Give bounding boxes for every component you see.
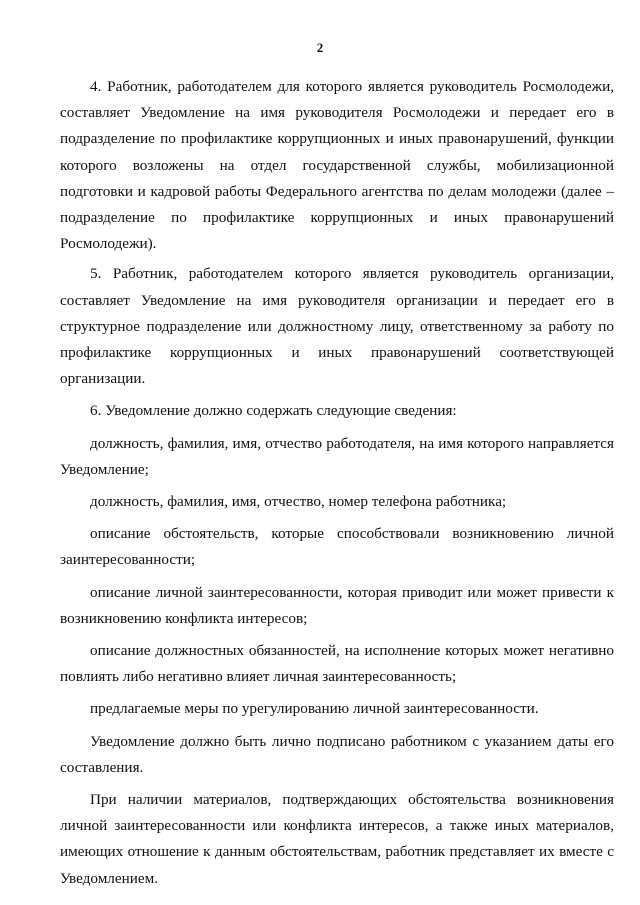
list-item-proposed-measures: предлагаемые меры по урегулированию личной заинтересованности. bbox=[90, 700, 539, 718]
document-body bbox=[60, 74, 614, 892]
page-number: 2 bbox=[316, 40, 324, 55]
list-item-circumstances: описание обстоятельств, которые способствовали возникновению личной заинтересованности; bbox=[60, 525, 614, 569]
paragraph-6: 6. Уведомление должно содержать следующие сведения: bbox=[90, 402, 457, 420]
paragraph-4: 4. Работник, работодателем для которого является руководитель Росмолодежи, составляет Уведомление на имя руководителя Росмолодежи и передает его в подразделение по профилактике коррупционных и иных правонарушений, функции которого возложены на отдел государственной службы, мобилизационной подготовки и кадровой работы Федерального агентства по делам молодежи (далее – подразделение по профилактике коррупционных и иных правонарушений Росмолодежи). bbox=[60, 78, 614, 253]
paragraph-materials: При наличии материалов, подтверждающих обстоятельства возникновения личной заинтересованности или конфликта интересов, а также иных материалов, имеющих отношение к данным обстоятельствам, работник представляет их вместе с Уведомлением. bbox=[60, 791, 614, 887]
list-item-duties: описание должностных обязанностей, на исполнение которых может негативно повлиять либо негативно влияет личная заинтересованность; bbox=[60, 642, 614, 686]
list-item-employer-details: должность, фамилия, имя, отчество работодателя, на имя которого направляется Уведомление; bbox=[60, 434, 614, 478]
list-item-employee-details: должность, фамилия, имя, отчество, номер телефона работника; bbox=[90, 493, 507, 511]
list-item-personal-interest: описание личной заинтересованности, которая приводит или может привести к возникновению конфликта интересов; bbox=[60, 583, 614, 627]
paragraph-signature: Уведомление должно быть лично подписано работником с указанием даты его составления. bbox=[60, 732, 614, 776]
paragraph-5: 5. Работник, работодателем которого является руководитель организации, составляет Уведомление на имя руководителя организации и передает его в структурное подразделение или должностному лицу, ответственному за работу по профилактике коррупционных и иных правонарушений соответствующей организации. bbox=[60, 265, 614, 388]
